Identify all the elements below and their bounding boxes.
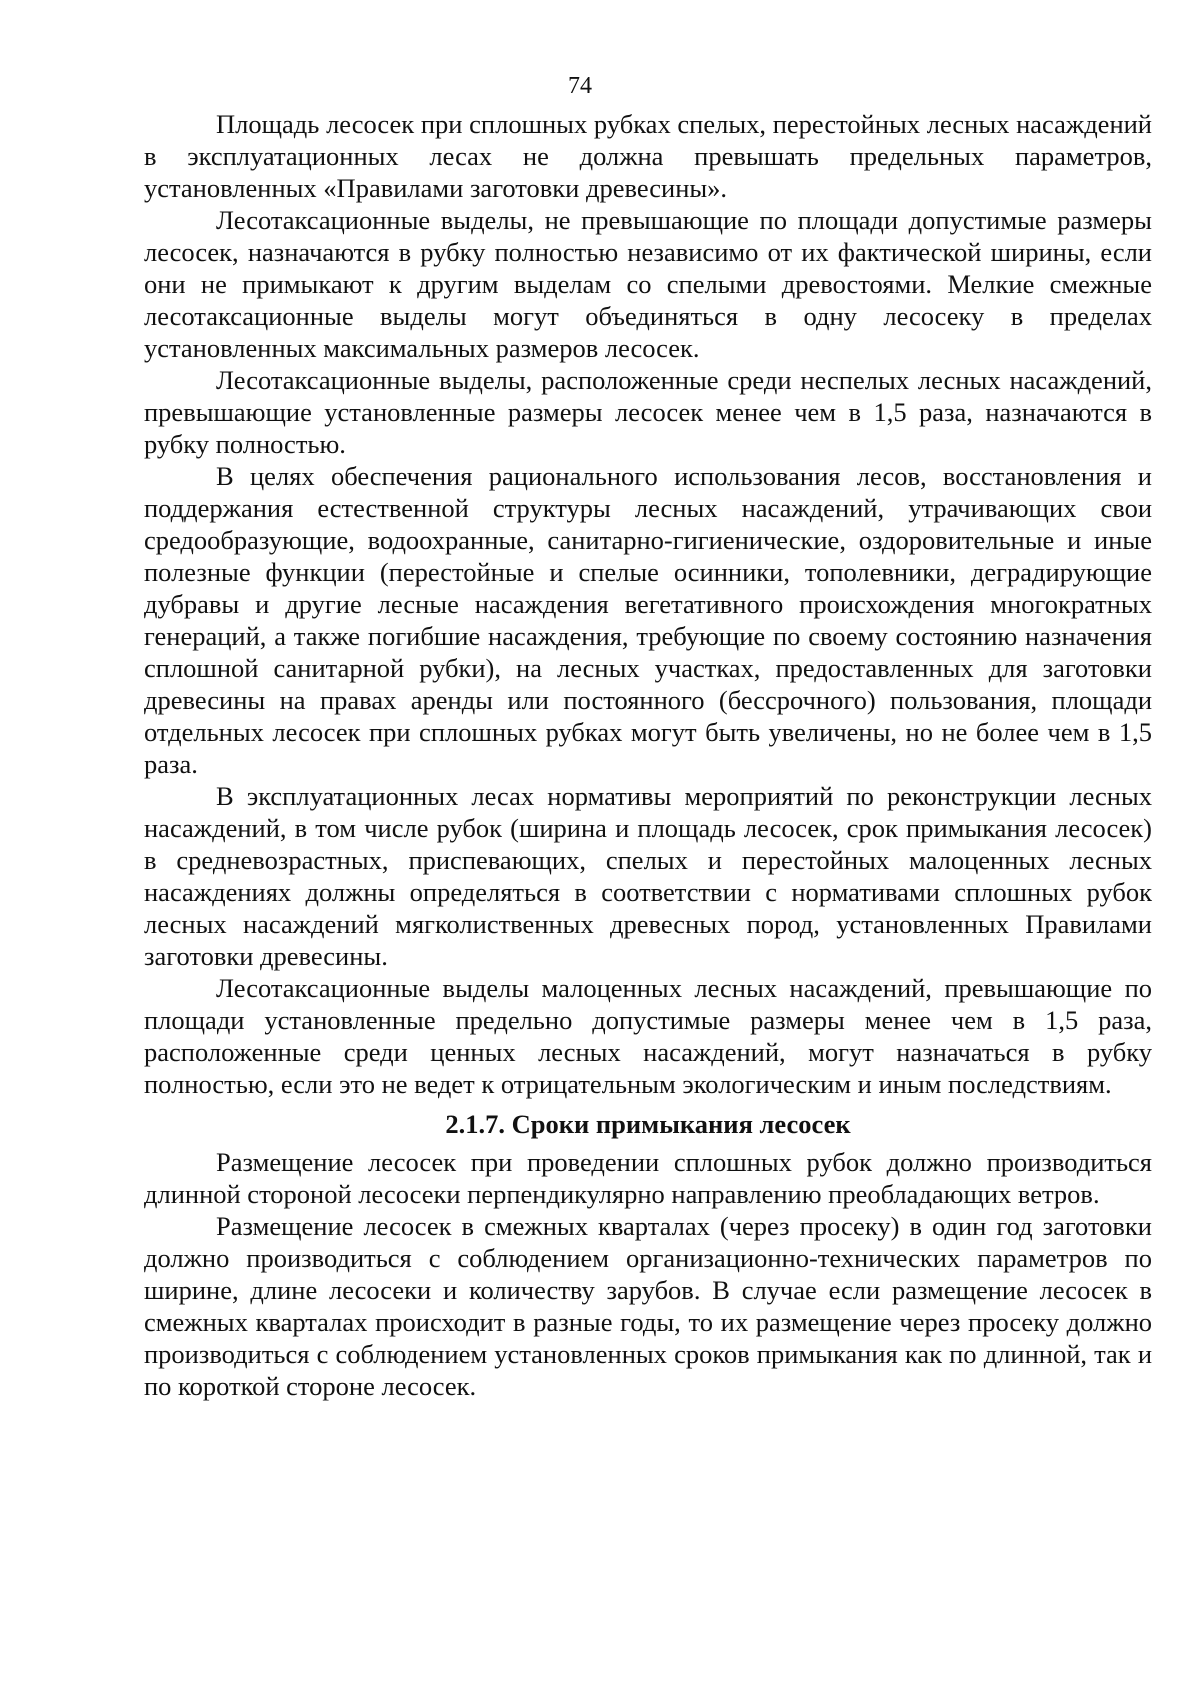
- page-number: 74: [568, 73, 592, 99]
- paragraph: Лесотаксационные выделы, расположенные среди неспелых лесных насаждений, превышающие установленные размеры лесосек менее чем в 1,5 раза, назначаются в рубку полностью.: [144, 365, 1152, 459]
- paragraph: В эксплуатационных лесах нормативы мероприятий по реконструкции лесных насаждений, в том числе рубок (ширина и площадь лесосек, срок примыкания лесосек) в средневозрастных, приспевающих, спелых и перестойных малоценных лесных насаждениях должны определяться в соответствии с нормативами сплошных рубок лесных насаждений мягколиственных древесных пород, установленных Правилами заготовки древесины.: [144, 781, 1152, 971]
- paragraph: Лесотаксационные выделы, не превышающие по площади допустимые размеры лесосек, назначаются в рубку полностью независимо от их фактической ширины, если они не примыкают к другим выделам со спелыми древостоями. Мелкие смежные лесотаксационные выделы могут объединяться в одну лесосеку в пределах установленных максимальных размеров лесосек.: [144, 205, 1152, 363]
- paragraph: Лесотаксационные выделы малоценных лесных насаждений, превышающие по площади установленные предельно допустимые размеры менее чем в 1,5 раза, расположенные среди ценных лесных насаждений, могут назначаться в рубку полностью, если это не ведет к отрицательным экологическим и иным последствиям.: [144, 973, 1152, 1099]
- paragraph: Площадь лесосек при сплошных рубках спелых, перестойных лесных насаждений в эксплуатационных лесах не должна превышать предельных параметров, установленных «Правилами заготовки древесины».: [144, 109, 1152, 203]
- paragraph: Размещение лесосек при проведении сплошных рубок должно производиться длинной стороной лесосеки перпендикулярно направлению преобладающих ветров.: [144, 1147, 1152, 1209]
- section-heading: 2.1.7. Сроки примыкания лесосек: [445, 1109, 851, 1139]
- page-body: [144, 108, 1152, 1402]
- paragraph: В целях обеспечения рационального использования лесов, восстановления и поддержания естественной структуры лесных насаждений, утрачивающих свои средообразующие, водоохранные, санитарно-гигиенические, оздоровительные и иные полезные функции (перестойные и спелые осинники, тополевники, деградирующие дубравы и другие лесные насаждения вегетативного происхождения многократных генераций, а также погибшие насаждения, требующие по своему состоянию назначения сплошной санитарной рубки), на лесных участках, предоставленных для заготовки древесины на правах аренды или постоянного (бессрочного) пользования, площади отдельных лесосек при сплошных рубках могут быть увеличены, но не более чем в 1,5 раза.: [144, 461, 1152, 779]
- paragraph: Размещение лесосек в смежных кварталах (через просеку) в один год заготовки должно производиться с соблюдением организационно-технических параметров по ширине, длине лесосеки и количеству зарубов. В случае если размещение лесосек в смежных кварталах происходит в разные годы, то их размещение через просеку должно производиться с соблюдением установленных сроков примыкания как по длинной, так и по короткой стороне лесосек.: [144, 1211, 1152, 1401]
